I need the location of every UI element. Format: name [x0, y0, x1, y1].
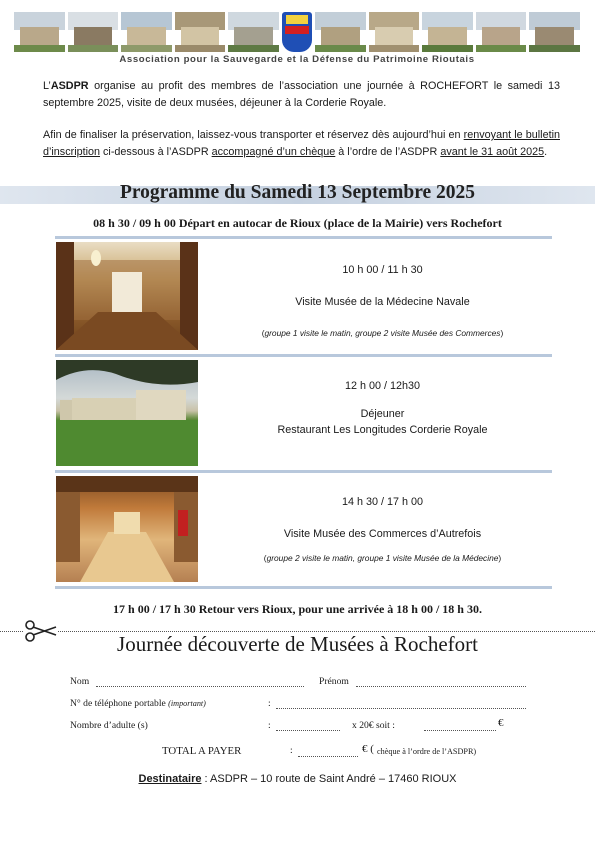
banner-photo-bell-tower — [315, 12, 366, 52]
adults-label: Nombre d’adulte (s) — [70, 720, 148, 731]
divider-rule — [55, 470, 552, 473]
recipient-label: Destinataire — [138, 773, 202, 785]
divider-rule — [55, 586, 552, 589]
association-name: Association pour la Sauvegarde et la Défense du Patrimoine Rioutais — [119, 54, 475, 65]
item-time-3: 14 h 30 / 17 h 00 — [341, 496, 424, 508]
banner-photo-washhouse — [228, 12, 279, 52]
divider-rule — [55, 354, 552, 357]
phone-field[interactable] — [276, 708, 526, 709]
divider-rule — [55, 236, 552, 239]
item-title-3: Visite Musée des Commerces d’Autrefois — [283, 528, 482, 540]
intro-paragraph-1: L’ASDPR organise au profit des membres de l’association une journée à ROCHEFORT le samedi 13 septembre 2025, visite de deux musées, déjeuner à la Corderie Royale. — [43, 80, 560, 109]
banner-photo-portal-carving — [369, 12, 420, 52]
banner-photo-manor — [422, 12, 473, 52]
phone-colon: : — [268, 698, 271, 709]
form-title: Journée découverte de Musées à Rochefort — [117, 632, 478, 656]
adults-colon: : — [268, 720, 271, 731]
item-time-2: 12 h 00 / 12h30 — [344, 380, 421, 392]
recipient-address: : ASDPR – 10 route de Saint André – 17460 RIOUX — [201, 773, 457, 785]
program-title: Programme du Samedi 13 Septembre 2025 — [119, 182, 476, 203]
banner-photo-castle — [14, 12, 65, 52]
prenom-label: Prénom — [319, 676, 349, 687]
item-subtitle-2: Restaurant Les Longitudes Corderie Royale — [277, 424, 488, 436]
photo-musee-commerces — [56, 476, 198, 582]
euro-sign: € — [498, 717, 504, 729]
total-euro-sign: € ( — [362, 743, 374, 755]
total-label: TOTAL A PAYER — [162, 745, 242, 757]
recipient-line — [0, 773, 595, 785]
photo-medecine-navale-library — [56, 242, 198, 350]
prenom-field[interactable] — [356, 686, 526, 687]
banner-photo-tower — [529, 12, 580, 52]
total-colon: : — [290, 745, 293, 756]
banner-photo-stone-detail — [175, 12, 226, 52]
adults-field[interactable] — [276, 730, 340, 731]
asdpr-crest-logo — [282, 12, 312, 52]
phone-label: N° de téléphone portable (important) — [70, 698, 206, 709]
nom-field[interactable] — [96, 686, 304, 687]
item-note-3: (groupe 2 visite le matin, groupe 1 visite Musée de la Médecine) — [263, 553, 502, 563]
return-line: 17 h 00 / 17 h 30 Retour vers Rioux, pour une arrivée à 18 h 00 / 18 h 30. — [113, 602, 482, 616]
departure-line: 08 h 30 / 09 h 00 Départ en autocar de Rioux (place de la Mairie) vers Rochefort — [93, 216, 502, 230]
total-field[interactable] — [298, 756, 358, 757]
banner-photo-farm — [476, 12, 527, 52]
intro-paragraph-2: Afin de finaliser la préservation, laissez-vous transporter et réservez dès aujourd’hui en renvoyant le bulletin d’inscription ci-dessous à l’ASDPR accompagné d’un chèque à l’ordre de l’ASDPR avant le 31 août 2025. — [43, 129, 560, 158]
total-note: chèque à l’ordre de l’ASDPR) — [377, 747, 477, 756]
subtotal-field[interactable] — [424, 730, 496, 731]
price-per-adult: x 20€ soit : — [352, 720, 395, 731]
photo-corderie-royale — [56, 360, 198, 466]
item-note-1: (groupe 1 visite le matin, groupe 2 visite Musée des Commerces) — [261, 328, 504, 338]
nom-label: Nom — [70, 676, 90, 687]
item-title-2: Déjeuner — [360, 408, 405, 420]
banner-photo-market-hall — [68, 12, 119, 52]
banner-photo-church-facade — [121, 12, 172, 52]
header-photo-banner — [14, 12, 580, 52]
item-time-1: 10 h 00 / 11 h 30 — [342, 264, 423, 276]
item-title-1: Visite Musée de la Médecine Navale — [295, 296, 470, 308]
